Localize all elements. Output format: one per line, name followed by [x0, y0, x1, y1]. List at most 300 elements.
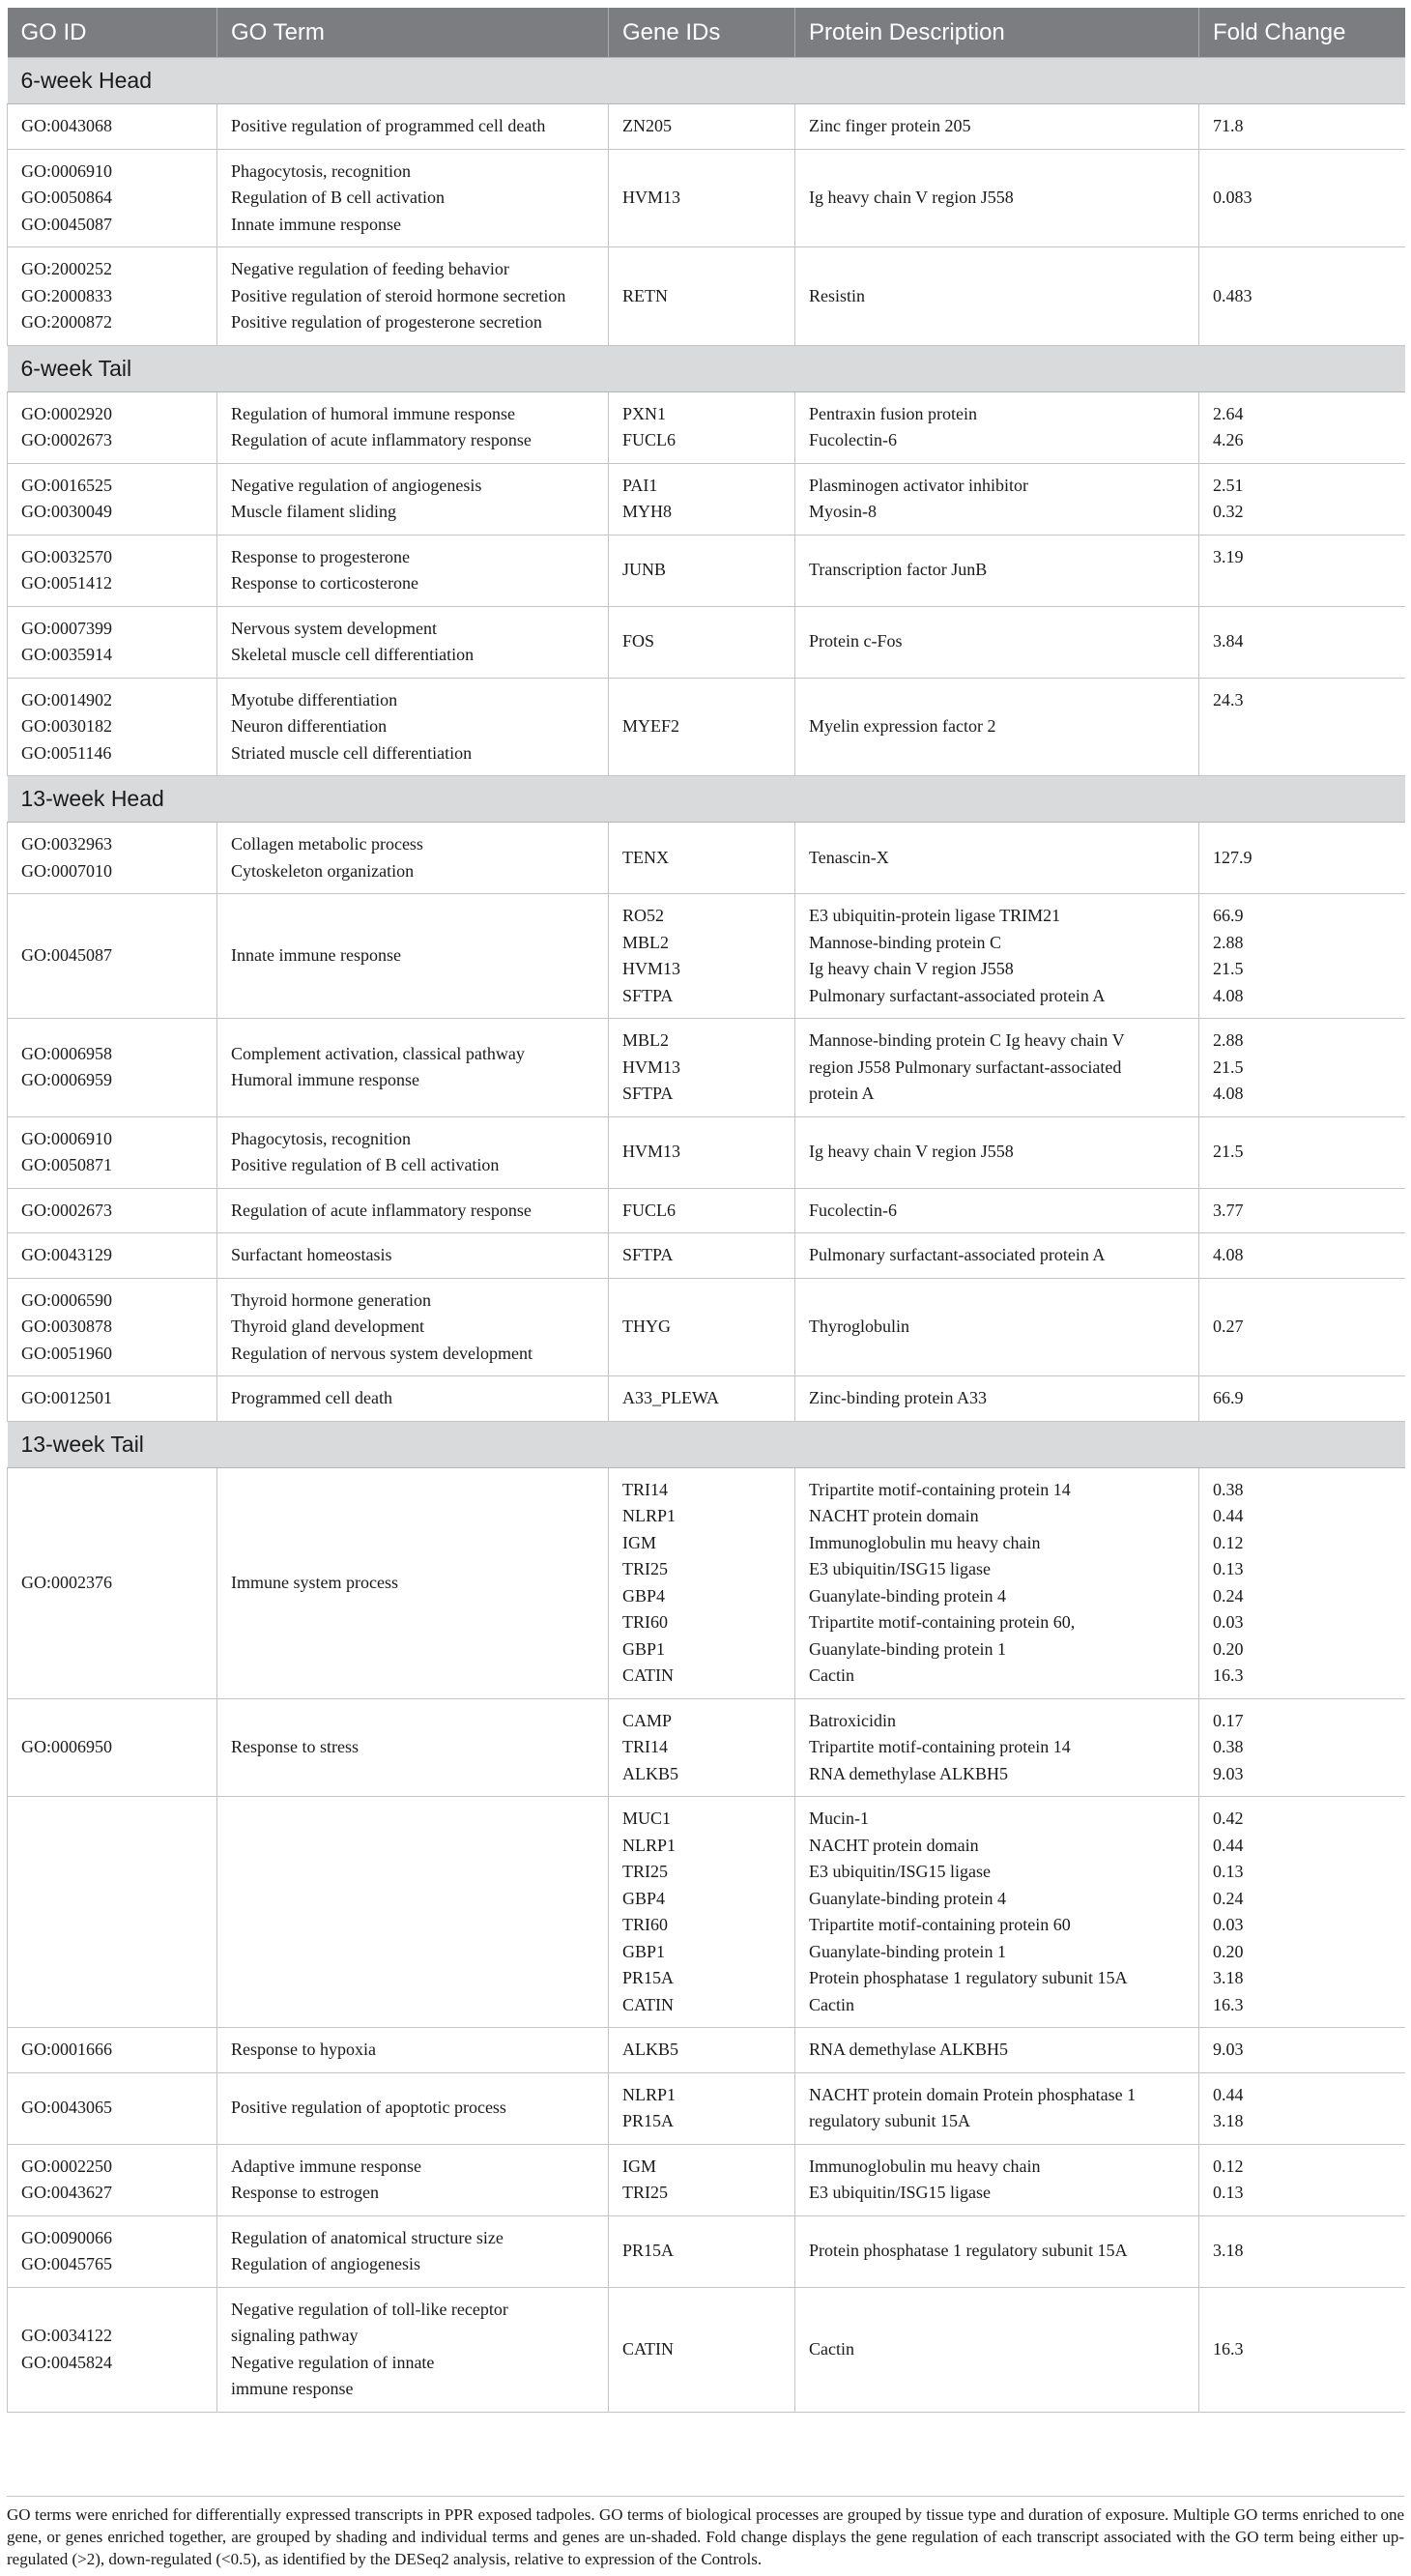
protein-description-line: E3 ubiquitin/ISG15 ligase — [809, 1559, 991, 1578]
go-term-line: Innate immune response — [231, 214, 401, 234]
protein-description-cell — [795, 2287, 1199, 2412]
go-term-line: Thyroid gland development — [231, 1317, 424, 1336]
protein-description-cell — [795, 1278, 1199, 1376]
fold-change-line: 0.20 — [1213, 1638, 1244, 1659]
go-id-line: GO:0043068 — [21, 116, 112, 135]
fold-change-cell — [1199, 391, 1405, 463]
protein-description-line: Immunoglobulin mu heavy chain — [809, 2156, 1041, 2176]
protein-description-line: E3 ubiquitin/ISG15 ligase — [809, 1862, 991, 1881]
fold-change-line: 16.3 — [1213, 1665, 1244, 1685]
go-id-cell — [8, 678, 217, 776]
gene-ids-line: JUNB — [622, 560, 667, 580]
go-term-line: Positive regulation of apoptotic process — [231, 2098, 506, 2118]
go-id-cell — [8, 535, 217, 606]
go-id-line: GO:0012501 — [21, 1388, 112, 1407]
go-id-line: GO:0006959 — [21, 1070, 112, 1090]
go-id-line: GO:0045824 — [21, 2352, 112, 2372]
fold-change-cell — [1199, 894, 1405, 1019]
protein-description-line: Guanylate-binding protein 1 — [809, 1638, 1006, 1659]
gene-ids-line: TRI60 — [622, 1915, 668, 1934]
protein-description-line: Protein phosphatase 1 regulatory subunit 15A — [809, 2241, 1128, 2261]
protein-description-line: Resistin — [809, 285, 866, 305]
section-row — [8, 345, 1405, 391]
table-row — [8, 2144, 1405, 2215]
fold-change-line: 2.88 — [1213, 1030, 1244, 1050]
go-id-line: GO:0043065 — [21, 2098, 112, 2118]
protein-description-line: Mannose-binding protein C Ig heavy chain V — [809, 1030, 1125, 1050]
table-row — [8, 1188, 1405, 1233]
fold-change-line: 3.18 — [1213, 1968, 1244, 1987]
go-id-cell — [8, 2144, 217, 2215]
fold-change-cell — [1199, 2215, 1405, 2287]
gene-ids-cell — [609, 2028, 795, 2073]
gene-ids-line: HVM13 — [622, 1142, 681, 1162]
protein-description-cell — [795, 104, 1199, 150]
go-table-container — [7, 8, 1404, 2413]
protein-description-cell — [795, 606, 1199, 678]
go-id-line: GO:0045087 — [21, 214, 112, 234]
protein-description-line: Pulmonary surfactant-associated protein A — [809, 1245, 1106, 1264]
go-id-line: GO:0002673 — [21, 1200, 112, 1220]
go-id-cell — [8, 1278, 217, 1376]
gene-ids-cell — [609, 2215, 795, 2287]
gene-ids-line: TRI25 — [622, 1559, 668, 1578]
gene-ids-cell — [609, 2072, 795, 2144]
gene-ids-line: PXN1 — [622, 403, 667, 423]
gene-ids-cell — [609, 391, 795, 463]
table-body — [8, 58, 1405, 2413]
go-id-line: GO:0006958 — [21, 1043, 112, 1063]
go-id-cell — [8, 1116, 217, 1188]
go-term-cell — [217, 1116, 609, 1188]
fold-change-line: 0.27 — [1213, 1317, 1244, 1336]
go-term-line: Complement activation, classical pathway — [231, 1043, 525, 1063]
go-id-line: GO:0007399 — [21, 618, 112, 638]
protein-description-line: Tripartite motif-containing protein 60, — [809, 1612, 1076, 1632]
fold-change-cell — [1199, 1116, 1405, 1188]
fold-change-line: 0.38 — [1213, 1479, 1244, 1499]
fold-change-line: 0.38 — [1213, 1737, 1244, 1756]
fold-change-cell — [1199, 1376, 1405, 1422]
go-id-line: GO:0007010 — [21, 860, 112, 881]
go-term-line: Humoral immune response — [231, 1070, 419, 1090]
header-go-id: GO ID — [8, 8, 217, 58]
fold-change-cell — [1199, 1188, 1405, 1233]
gene-ids-line: NLRP1 — [622, 1506, 677, 1525]
go-id-cell — [8, 2072, 217, 2144]
protein-description-line: Pentraxin fusion protein — [809, 403, 977, 423]
go-term-cell — [217, 104, 609, 150]
go-term-line: Negative regulation of innate — [231, 2352, 435, 2372]
go-term-line: Programmed cell death — [231, 1388, 392, 1407]
protein-description-line: protein A — [809, 1084, 875, 1103]
gene-ids-line: SFTPA — [622, 985, 674, 1005]
go-term-cell — [217, 1188, 609, 1233]
protein-description-cell — [795, 1698, 1199, 1797]
protein-description-line: region J558 Pulmonary surfactant-associated — [809, 1056, 1122, 1077]
go-term-line: Surfactant homeostasis — [231, 1245, 392, 1264]
go-id-cell — [8, 2287, 217, 2412]
protein-description-line: Myosin-8 — [809, 502, 878, 521]
go-term-cell — [217, 463, 609, 535]
go-id-line: GO:0002250 — [21, 2156, 112, 2176]
go-id-line: GO:0030878 — [21, 1317, 112, 1336]
go-id-line: GO:0032570 — [21, 546, 112, 566]
go-id-line: GO:2000872 — [21, 312, 112, 332]
protein-description-line: Ig heavy chain V region J558 — [809, 1142, 1014, 1162]
gene-ids-line: HVM13 — [622, 1056, 681, 1077]
go-id-cell — [8, 606, 217, 678]
table-row — [8, 2287, 1405, 2412]
fold-change-line: 0.083 — [1213, 188, 1253, 207]
go-id-cell — [8, 894, 217, 1019]
go-term-line: Immune system process — [231, 1572, 398, 1592]
fold-change-line: 16.3 — [1213, 1994, 1244, 2014]
go-term-line: Regulation of acute inflammatory response — [231, 430, 532, 449]
gene-ids-line: FUCL6 — [622, 1200, 677, 1220]
go-term-cell — [217, 2215, 609, 2287]
gene-ids-cell — [609, 104, 795, 150]
fold-change-line: 2.51 — [1213, 475, 1244, 495]
go-term-line: Response to estrogen — [231, 2183, 379, 2202]
header-fold-change: Fold Change — [1199, 8, 1405, 58]
gene-ids-line: SFTPA — [622, 1084, 674, 1103]
gene-ids-line: IGM — [622, 2156, 656, 2176]
go-term-line: Phagocytosis, recognition — [231, 160, 411, 181]
protein-description-cell — [795, 247, 1199, 346]
gene-ids-line: MYEF2 — [622, 716, 680, 736]
table-row — [8, 1233, 1405, 1279]
protein-description-line: Fucolectin-6 — [809, 430, 897, 449]
go-term-line: Regulation of acute inflammatory response — [231, 1200, 532, 1220]
fold-change-cell — [1199, 2028, 1405, 2073]
protein-description-cell — [795, 2144, 1199, 2215]
fold-change-line: 0.44 — [1213, 1835, 1244, 1855]
fold-change-line: 0.24 — [1213, 1585, 1244, 1606]
table-row — [8, 2072, 1405, 2144]
fold-change-line: 4.08 — [1213, 1084, 1244, 1103]
fold-change-line: 0.17 — [1213, 1710, 1244, 1730]
fold-change-line: 9.03 — [1213, 2040, 1244, 2059]
go-term-line: Regulation of angiogenesis — [231, 2254, 420, 2273]
go-id-cell — [8, 391, 217, 463]
fold-change-line: 66.9 — [1213, 1388, 1244, 1407]
fold-change-line: 3.18 — [1213, 2111, 1244, 2130]
protein-description-line: NACHT protein domain Protein phosphatase 1 — [809, 2084, 1137, 2104]
go-term-line: Skeletal muscle cell differentiation — [231, 645, 475, 664]
go-id-line: GO:0030182 — [21, 716, 112, 736]
protein-description-line: Tripartite motif-containing protein 14 — [809, 1479, 1071, 1499]
protein-description-cell — [795, 391, 1199, 463]
go-id-cell — [8, 1376, 217, 1422]
gene-ids-cell — [609, 535, 795, 606]
gene-ids-cell — [609, 606, 795, 678]
go-term-line: Collagen metabolic process — [231, 834, 423, 854]
gene-ids-line: TRI25 — [622, 1862, 668, 1881]
protein-description-line: Mannose-binding protein C — [809, 932, 1001, 952]
go-term-line: Regulation of anatomical structure size — [231, 2227, 504, 2247]
go-term-cell — [217, 1797, 609, 2028]
go-id-line: GO:0035914 — [21, 645, 112, 664]
protein-description-cell — [795, 1019, 1199, 1117]
go-term-line: Response to hypoxia — [231, 2040, 376, 2059]
fold-change-line: 0.20 — [1213, 1941, 1244, 1961]
go-term-line: Negative regulation of toll-like receptor — [231, 2299, 508, 2319]
go-term-line: Muscle filament sliding — [231, 502, 396, 521]
go-term-line: Regulation of nervous system development — [231, 1343, 533, 1363]
fold-change-cell — [1199, 1278, 1405, 1376]
fold-change-line: 0.13 — [1213, 2183, 1244, 2202]
gene-ids-cell — [609, 1698, 795, 1797]
protein-description-line: NACHT protein domain — [809, 1835, 979, 1855]
gene-ids-cell — [609, 678, 795, 776]
section-title: 6-week Tail — [8, 345, 1405, 391]
fold-change-cell — [1199, 104, 1405, 150]
protein-description-cell — [795, 1797, 1199, 2028]
fold-change-line: 21.5 — [1213, 959, 1244, 978]
protein-description-line: Pulmonary surfactant-associated protein A — [809, 985, 1106, 1005]
fold-change-line: 4.08 — [1213, 1245, 1244, 1264]
protein-description-line: Tripartite motif-containing protein 60 — [809, 1915, 1071, 1934]
gene-ids-line: MUC1 — [622, 1809, 672, 1828]
go-term-cell — [217, 247, 609, 346]
protein-description-cell — [795, 1116, 1199, 1188]
go-id-line: GO:0051412 — [21, 573, 112, 593]
fold-change-line: 4.08 — [1213, 985, 1244, 1005]
fold-change-cell — [1199, 535, 1405, 606]
protein-description-cell — [795, 1467, 1199, 1698]
go-term-cell — [217, 535, 609, 606]
gene-ids-line: THYG — [622, 1317, 671, 1336]
header-row — [8, 8, 1405, 58]
protein-description-line: Cactin — [809, 2338, 854, 2359]
protein-description-cell — [795, 535, 1199, 606]
fold-change-line: 0.483 — [1213, 285, 1253, 305]
gene-ids-line: HVM13 — [622, 188, 681, 207]
gene-ids-line: GBP4 — [622, 1585, 666, 1606]
fold-change-cell — [1199, 1467, 1405, 1698]
protein-description-line: Transcription factor JunB — [809, 560, 988, 580]
gene-ids-cell — [609, 247, 795, 346]
protein-description-cell — [795, 2215, 1199, 2287]
table-row — [8, 104, 1405, 150]
protein-description-line: Protein c-Fos — [809, 631, 903, 651]
go-term-line: Regulation of humoral immune response — [231, 403, 515, 423]
gene-ids-line: CATIN — [622, 2338, 674, 2359]
go-term-line: Positive regulation of steroid hormone secretion — [231, 285, 566, 305]
go-id-line: GO:0002920 — [21, 403, 112, 423]
go-id-cell — [8, 2215, 217, 2287]
fold-change-line: 21.5 — [1213, 1056, 1244, 1077]
go-term-cell — [217, 894, 609, 1019]
fold-change-line: 24.3 — [1213, 689, 1244, 709]
protein-description-line: Cactin — [809, 1994, 854, 2014]
go-term-line: Response to stress — [231, 1737, 359, 1756]
section-row — [8, 776, 1405, 823]
go-id-cell — [8, 823, 217, 894]
go-id-line: GO:0050871 — [21, 1155, 112, 1174]
fold-change-line: 0.42 — [1213, 1809, 1244, 1828]
header-protein-description: Protein Description — [795, 8, 1199, 58]
go-term-line: Positive regulation of B cell activation — [231, 1155, 500, 1174]
table-row — [8, 1278, 1405, 1376]
fold-change-line: 2.64 — [1213, 403, 1244, 423]
protein-description-line: Immunoglobulin mu heavy chain — [809, 1532, 1041, 1552]
header-gene-ids: Gene IDs — [609, 8, 795, 58]
go-term-line: Adaptive immune response — [231, 2156, 421, 2176]
table-row — [8, 823, 1405, 894]
go-term-line: Cytoskeleton organization — [231, 860, 415, 881]
protein-description-line: Ig heavy chain V region J558 — [809, 959, 1014, 978]
go-id-cell — [8, 104, 217, 150]
fold-change-cell — [1199, 247, 1405, 346]
protein-description-line: Fucolectin-6 — [809, 1200, 897, 1220]
gene-ids-cell — [609, 463, 795, 535]
go-id-line: GO:0016525 — [21, 475, 112, 495]
go-term-line: Negative regulation of angiogenesis — [231, 475, 482, 495]
gene-ids-cell — [609, 894, 795, 1019]
table-row — [8, 391, 1405, 463]
table-row — [8, 606, 1405, 678]
fold-change-cell — [1199, 823, 1405, 894]
gene-ids-cell — [609, 1278, 795, 1376]
protein-description-line: RNA demethylase ALKBH5 — [809, 1763, 1008, 1783]
protein-description-line: regulatory subunit 15A — [809, 2111, 970, 2130]
gene-ids-line: TRI25 — [622, 2183, 668, 2202]
gene-ids-line: CAMP — [622, 1710, 673, 1730]
go-id-line: GO:0006590 — [21, 1289, 112, 1310]
go-term-line: Regulation of B cell activation — [231, 188, 445, 207]
section-row — [8, 1421, 1405, 1467]
go-term-cell — [217, 678, 609, 776]
go-id-line: GO:0050864 — [21, 188, 112, 207]
gene-ids-line: ZN205 — [622, 116, 672, 135]
fold-change-line: 3.18 — [1213, 2241, 1244, 2261]
protein-description-line: Ig heavy chain V region J558 — [809, 188, 1014, 207]
gene-ids-line: TRI14 — [622, 1737, 668, 1756]
gene-ids-line: HVM13 — [622, 959, 681, 978]
protein-description-line: Guanylate-binding protein 1 — [809, 1941, 1006, 1961]
protein-description-line: Guanylate-binding protein 4 — [809, 1585, 1006, 1606]
gene-ids-cell — [609, 2144, 795, 2215]
table-footnote: GO terms were enriched for differentially expressed transcripts in PPR exposed tadpoles. GO terms of biological processes are grouped by tissue type and duration of exposure. Multiple GO terms enriched to one gene, or genes enriched together, are grouped by shading and individual terms and genes are un-shaded. Fold change displays the gene regulation of each transcript associated with the GO term being either up-regulated (>2), down-regulated (<0.5), as identified by the DESeq2 analysis, relative to expression of the Controls. — [7, 2505, 1404, 2568]
gene-ids-line: CATIN — [622, 1665, 674, 1685]
protein-description-line: Tripartite motif-containing protein 14 — [809, 1737, 1071, 1756]
section-row — [8, 58, 1405, 104]
go-term-line: immune response — [231, 2379, 354, 2398]
go-id-line: GO:0043129 — [21, 1245, 112, 1264]
go-id-line: GO:0045765 — [21, 2254, 112, 2273]
gene-ids-line: RETN — [622, 285, 668, 305]
go-term-cell — [217, 1019, 609, 1117]
table-row — [8, 1116, 1405, 1188]
gene-ids-cell — [609, 1376, 795, 1422]
protein-description-cell — [795, 2072, 1199, 2144]
go-term-line: Negative regulation of feeding behavior — [231, 259, 509, 278]
gene-ids-line: NLRP1 — [622, 1835, 677, 1855]
go-id-line: GO:0043627 — [21, 2183, 112, 2202]
section-title: 13-week Head — [8, 776, 1405, 823]
protein-description-cell — [795, 823, 1199, 894]
gene-ids-line: PR15A — [622, 2241, 675, 2261]
go-term-line: Response to progesterone — [231, 546, 410, 566]
footnote-divider — [7, 2496, 1404, 2497]
protein-description-line: Cactin — [809, 1665, 854, 1685]
go-term-cell — [217, 2072, 609, 2144]
fold-change-line: 3.77 — [1213, 1200, 1244, 1220]
protein-description-cell — [795, 894, 1199, 1019]
go-term-line: Neuron differentiation — [231, 716, 388, 736]
gene-ids-cell — [609, 1467, 795, 1698]
go-id-line: GO:0006910 — [21, 160, 112, 181]
gene-ids-cell — [609, 2287, 795, 2412]
table-row — [8, 894, 1405, 1019]
go-id-line: GO:2000833 — [21, 285, 112, 305]
go-id-cell — [8, 1233, 217, 1279]
protein-description-line: E3 ubiquitin/ISG15 ligase — [809, 2183, 991, 2202]
go-id-cell — [8, 1188, 217, 1233]
go-term-cell — [217, 1233, 609, 1279]
go-term-cell — [217, 2144, 609, 2215]
fold-change-cell — [1199, 678, 1405, 776]
gene-ids-line: TENX — [622, 847, 669, 867]
gene-ids-line: MYH8 — [622, 502, 673, 521]
go-term-cell — [217, 1376, 609, 1422]
gene-ids-line: PR15A — [622, 2111, 675, 2130]
go-id-line: GO:0001666 — [21, 2040, 112, 2059]
fold-change-line: 0.32 — [1213, 502, 1244, 521]
gene-ids-cell — [609, 1797, 795, 2028]
protein-description-line: Tenascin-X — [809, 847, 889, 867]
fold-change-line: 0.03 — [1213, 1915, 1244, 1934]
go-id-cell — [8, 1019, 217, 1117]
gene-ids-line: NLRP1 — [622, 2084, 677, 2104]
gene-ids-cell — [609, 149, 795, 247]
fold-change-line: 66.9 — [1213, 906, 1244, 925]
gene-ids-line: ALKB5 — [622, 1763, 678, 1783]
protein-description-cell — [795, 2028, 1199, 2073]
fold-change-line: 0.03 — [1213, 1612, 1244, 1632]
fold-change-cell — [1199, 1797, 1405, 2028]
go-term-cell — [217, 2028, 609, 2073]
fold-change-line: 0.12 — [1213, 2156, 1244, 2176]
go-term-line: Nervous system development — [231, 618, 437, 638]
protein-description-line: NACHT protein domain — [809, 1506, 979, 1525]
table-row — [8, 1376, 1405, 1422]
gene-ids-cell — [609, 1116, 795, 1188]
table-row — [8, 1698, 1405, 1797]
go-id-line: GO:0051960 — [21, 1343, 112, 1363]
go-term-line: Striated muscle cell differentiation — [231, 742, 473, 763]
go-term-cell — [217, 606, 609, 678]
protein-description-cell — [795, 463, 1199, 535]
fold-change-cell — [1199, 1233, 1405, 1279]
go-id-line: GO:0090066 — [21, 2227, 112, 2247]
go-id-cell — [8, 1698, 217, 1797]
go-term-cell — [217, 149, 609, 247]
gene-ids-line: GBP1 — [622, 1941, 666, 1961]
go-id-cell — [8, 247, 217, 346]
go-term-cell — [217, 391, 609, 463]
gene-ids-line: SFTPA — [622, 1245, 674, 1264]
header-go-term: GO Term — [217, 8, 609, 58]
gene-ids-line: IGM — [622, 1532, 656, 1552]
go-term-line: Thyroid hormone generation — [231, 1289, 431, 1310]
protein-description-cell — [795, 149, 1199, 247]
gene-ids-line: TRI60 — [622, 1612, 668, 1632]
gene-ids-line: GBP1 — [622, 1638, 666, 1659]
table-row — [8, 535, 1405, 606]
